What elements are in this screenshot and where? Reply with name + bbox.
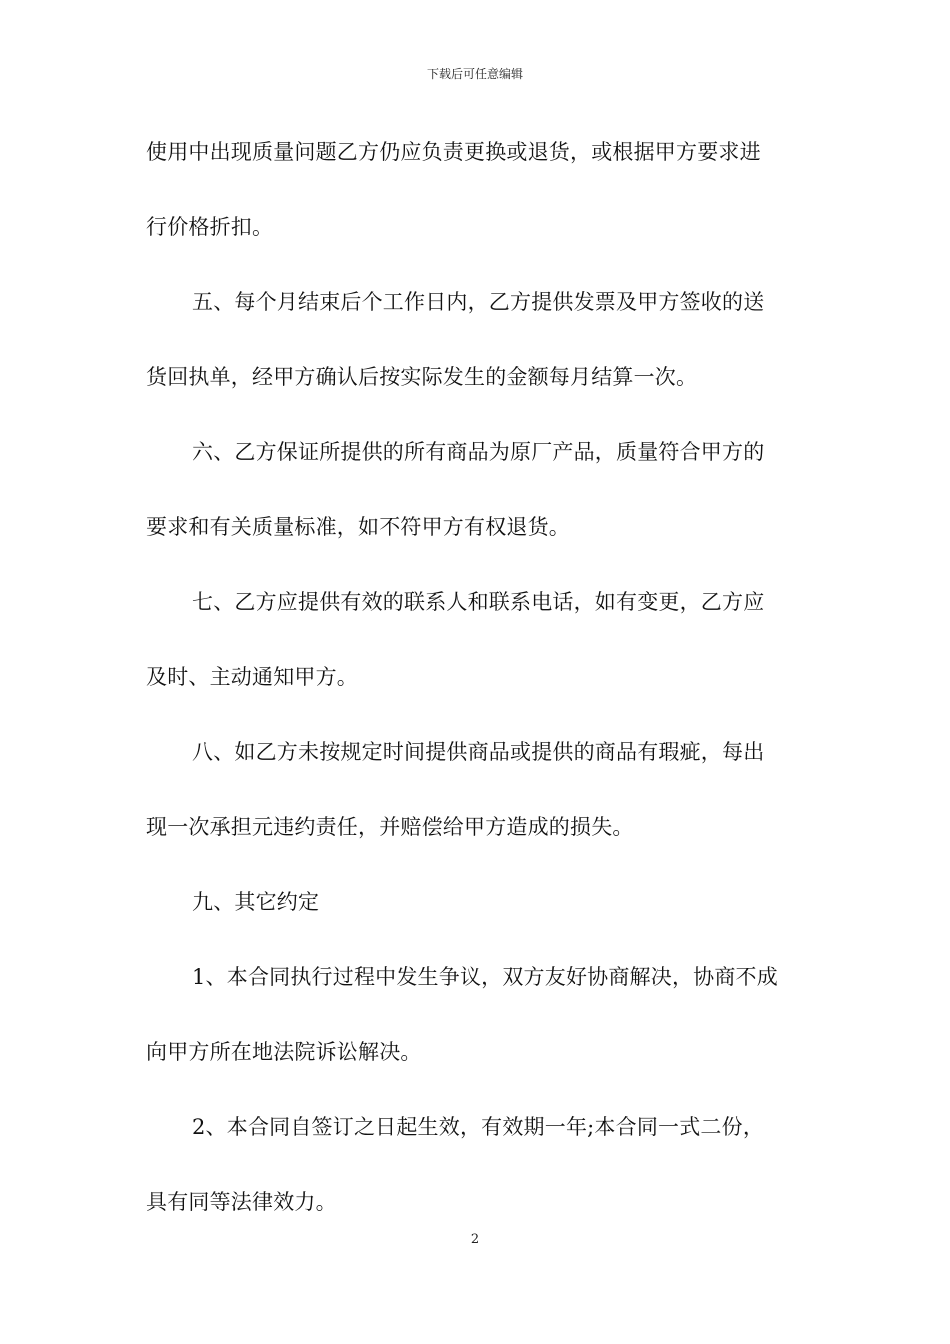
- text-line: 具有同等法律效力。: [146, 1190, 337, 1214]
- text-line: 使用中出现质量问题乙方仍应负责更换或退货，或根据甲方要求进: [146, 140, 761, 164]
- clause-9-heading: 九、其它约定: [192, 890, 320, 914]
- document-body: [146, 130, 808, 1255]
- page-header-note: 下载后可任意编辑: [426, 67, 523, 81]
- clause-7-line: 七、乙方应提供有效的联系人和联系电话，如有变更，乙方应: [192, 590, 765, 614]
- text-line: 货回执单，经甲方确认后按实际发生的金额每月结算一次。: [146, 365, 698, 389]
- sub-clause-1-line: 1、本合同执行过程中发生争议，双方友好协商解决，协商不成: [192, 965, 778, 989]
- text-line: 行价格折扣。: [146, 215, 274, 239]
- clause-5-line: 五、每个月结束后个工作日内，乙方提供发票及甲方签收的送: [192, 290, 765, 314]
- text-line: 及时、主动通知甲方。: [146, 665, 358, 689]
- clause-6-line: 六、乙方保证所提供的所有商品为原厂产品，质量符合甲方的: [192, 440, 765, 464]
- text-line: 要求和有关质量标准，如不符甲方有权退货。: [146, 515, 570, 539]
- clause-8-line: 八、如乙方未按规定时间提供商品或提供的商品有瑕疵，每出: [192, 740, 765, 764]
- text-line: 现一次承担元违约责任，并赔偿给甲方造成的损失。: [146, 815, 634, 839]
- text-line: 向甲方所在地法院诉讼解决。: [146, 1040, 422, 1064]
- page-number: 2: [470, 1232, 480, 1247]
- sub-clause-2-line: 2、本合同自签订之日起生效，有效期一年;本合同一式二份，: [192, 1115, 765, 1139]
